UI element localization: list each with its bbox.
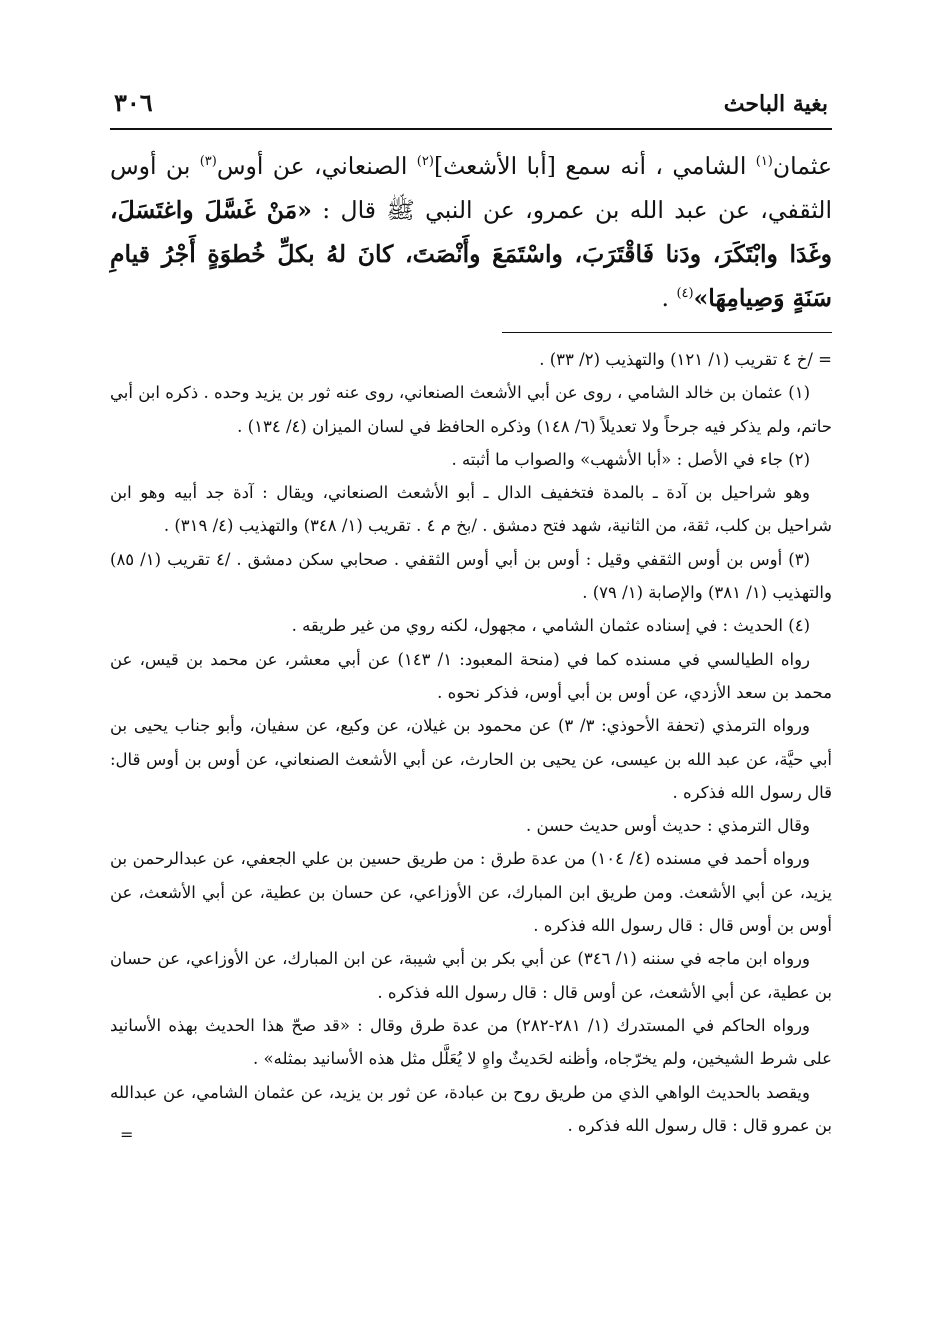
text-segment: عثمان xyxy=(772,152,832,180)
book-title: بغية الباحث xyxy=(723,91,828,117)
main-paragraph xyxy=(110,144,832,320)
text-segment: الصنعاني، عن أوس xyxy=(216,152,417,180)
footnote-3: (٣) أوس بن أوس الثقفي وقيل : أوس بن أبي أوس الثقفي . صحابي سكن دمشق . /٤ تقريب (١/ ٨٥) والتهذيب (١/ ٣٨١) والإصابة (١/ ٧٩) . xyxy=(110,549,832,603)
text-segment: بن أوس الثقفي، عن عبد الله بن عمرو، عن النبي ﷺ قال : xyxy=(110,152,832,224)
continuation-mark: = xyxy=(120,1125,134,1145)
footnote-continuation: = /خ ٤ تقريب (١/ ١٢١) والتهذيب (٢/ ٣٣) . xyxy=(539,350,832,369)
text-segment: . xyxy=(661,284,677,312)
footnote-ref: (٣) xyxy=(199,154,217,170)
footnotes xyxy=(110,343,832,1145)
footnote-2-detail: وهو شراحيل بن آدة ـ بالمدة فتخفيف الدال ـ أبو الأشعث الصنعاني، ويقال : آدة جد أبيه وهو ابن شراحيل بن كلب، ثقة، من الثانية، شهد فتح دمشق . /بخ م ٤ . تقريب (١/ ٣٤٨) والتهذيب (٤/ ٣١٩) . xyxy=(110,483,832,536)
page-number: ٣٠٦ xyxy=(114,88,153,117)
text-segment: الشامي ، أنه سمع [أبا الأشعث] xyxy=(433,152,756,180)
page-header xyxy=(110,88,832,130)
footnote-4-tirmidhi: ورواه الترمذي (تحفة الأحوذي: ٣/ ٣) عن محمود بن غيلان، عن وكيع، عن سفيان، وأبو جناب يحيى بن أبي حيَّة، عن عبد الله بن عيسى، عن يحيى بن الحارث، عن أبي الأشعث الصنعاني، عن أوس بن أوس قال: قال رسول الله فذكره . xyxy=(110,716,832,802)
footnote-1: (١) عثمان بن خالد الشامي ، روى عن أبي الأشعث الصنعاني، روى عنه ثور بن يزيد وحده . ذكره ابن أبي حاتم، ولم يذكر فيه جرحاً ولا تعديلاً (٦/ ١٤٨) وذكره الحافظ في لسان الميزان (٤/ ١٣٤) . xyxy=(110,383,832,436)
main-text xyxy=(110,144,832,320)
footnote-4-tayalisi: رواه الطيالسي في مسنده كما في (منحة المعبود: ١/ ١٤٣) عن أبي معشر، عن محمد بن قيس، عن محمد بن سعد الأزدي، عن أوس بن أبي أوس، فذكر نحوه . xyxy=(110,649,832,702)
footnote-4: (٤) الحديث : في إسناده عثمان الشامي ، مجهول، لكنه روي من غير طريقه . xyxy=(291,616,810,636)
footnote-ref: (١) xyxy=(755,154,773,170)
footnote-4-tirmidhi-said: وقال الترمذي : حديث أوس حديث حسن . xyxy=(526,816,810,836)
footnote-4-wahi: ويقصد بالحديث الواهي الذي من طريق روح بن عبادة، عن ثور بن يزيد، عن عثمان الشامي، عن عبدالله بن عمرو قال : قال رسول الله فذكره . xyxy=(110,1082,832,1135)
footnote-4-ibnmajah: ورواه ابن ماجه في سننه (١/ ٣٤٦) عن أبي بكر بن أبي شيبة، عن ابن المبارك، عن الأوزاعي، عن حسان بن عطية، عن أبي الأشعث، عن أوس قال : قال رسول الله فذكره . xyxy=(110,949,832,1002)
footnote-4-hakim: ورواه الحاكم في المستدرك (١/ ٢٨١-٢٨٢) من عدة طرق وقال : «قد صحّ هذا الحديث بهذه الأسانيد على شرط الشيخين، ولم يخرّجاه، وأظنه لحَديثٌ واهٍ لا يُعَلَّل مثل هذه الأسانيد بمثله» . xyxy=(110,1015,832,1069)
footnote-ref: (٤) xyxy=(676,286,694,302)
hadith-text: «مَنْ غَسَّلَ واغتَسَلَ، وغَدَا وابْتَكَرَ، ودَنا فَاقْتَرَبَ، واسْتَمَعَ وأَنْصَتَ، كانَ لهُ بكلِّ خُطوَةٍ أَجْرُ قيامِ سَنَةٍ وَصِيامِهَا» xyxy=(110,196,832,312)
footnote-4-ahmad: ورواه أحمد في مسنده (٤/ ١٠٤) من عدة طرق : من طريق حسين بن علي الجعفي، عن عبدالرحمن بن يزيد، عن أبي الأشعث. ومن طريق ابن المبارك، عن الأوزاعي، عن حسان بن عطية، عن أبي الأشعث، عن أوس بن أوس قال : قال رسول الله فذكره . xyxy=(110,849,832,936)
footnote-ref: (٢) xyxy=(416,154,434,170)
footnote-separator xyxy=(502,332,832,333)
footnote-2: (٢) جاء في الأصل : «أبا الأشهب» والصواب ما أثبته . xyxy=(451,449,810,469)
book-page xyxy=(110,88,832,1145)
